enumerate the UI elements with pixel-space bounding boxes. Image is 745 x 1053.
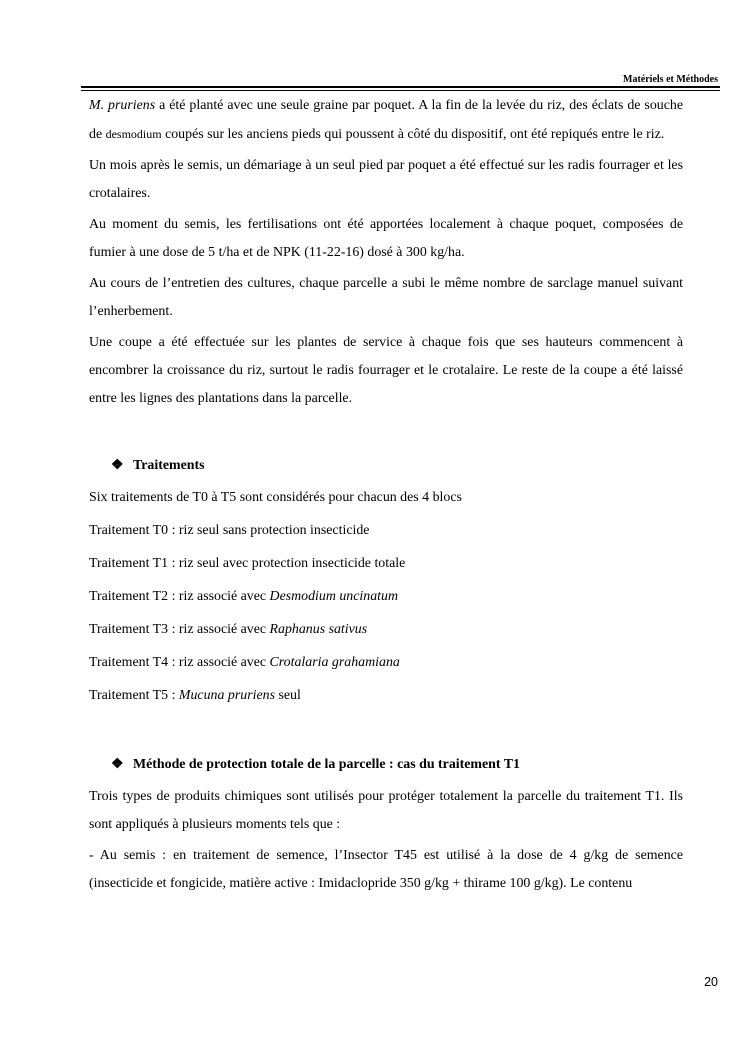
traitement-t0: Traitement T0 : riz seul sans protection insecticide	[89, 523, 370, 538]
paragraph-protection-intro: Trois types de produits chimiques sont utilisés pour protéger totalement la parcelle du traitement T1. Ils sont appliqués à plusieurs moments tels que :	[89, 789, 683, 832]
paragraph-text: coupés sur les anciens pieds qui poussent à côté du dispositif, ont été repiqués entre le riz.	[161, 127, 665, 142]
paragraph-fertilisation: Au moment du semis, les fertilisations ont été apportées localement à chaque poquet, composées de fumier à une dose de 5 t/ha et de NPK (11-22-16) dosé à 300 kg/ha.	[89, 217, 683, 260]
section-gap	[89, 715, 683, 751]
section-gap	[89, 416, 683, 452]
traitement-label: Traitement T3 : riz associé avec	[89, 622, 270, 637]
heading-text: Méthode de protection totale de la parcelle : cas du traitement T1	[133, 757, 520, 772]
page-number: 20	[704, 975, 718, 989]
traitement-t3	[89, 616, 683, 644]
species-name: M. pruriens	[89, 98, 156, 113]
traitement-label: Traitement T5 :	[89, 688, 179, 703]
paragraph-thinning: Un mois après le semis, un démariage à un seul pied par poquet a été effectué sur les radis fourrager et les crotalaires.	[89, 158, 683, 201]
paragraph-weeding: Au cours de l’entretien des cultures, chaque parcelle a subi le même nombre de sarclage manuel suivant l’enherbement.	[89, 276, 683, 319]
traitements-intro: Six traitements de T0 à T5 sont considérés pour chacun des 4 blocs	[89, 490, 462, 505]
traitement-label: Traitement T4 : riz associé avec	[89, 655, 270, 670]
running-header: Matériels et Méthodes	[623, 74, 718, 85]
heading-protection	[89, 751, 683, 779]
species-name: Mucuna pruriens	[178, 688, 275, 703]
paragraph-cutting: Une coupe a été effectuée sur les plantes de service à chaque fois que ses hauteurs commencent à encombrer la croissance du riz, surtout le radis fourrager et le crotalaire. Le reste de la coupe a été laissé entre les lignes des plantations dans la parcelle.	[89, 335, 683, 406]
traitement-t5	[89, 682, 683, 710]
traitement-t2	[89, 583, 683, 611]
paragraph-planting	[89, 92, 683, 149]
heading-traitements	[89, 452, 683, 480]
diamond-bullet-icon: ❖	[111, 458, 124, 473]
paragraph-seed-treatment: - Au semis : en traitement de semence, l’Insector T45 est utilisé à la dose de 4 g/kg de semence (insecticide et fongicide, matière active : Imidaclopride 350 g/kg + thirame 100 g/kg). Le contenu	[89, 848, 683, 891]
heading-text: Traitements	[133, 458, 205, 473]
species-name: Desmodium uncinatum	[269, 589, 399, 604]
species-name: Crotalaria grahamiana	[269, 655, 400, 670]
traitement-label: Traitement T2 : riz associé avec	[89, 589, 270, 604]
species-name: Raphanus sativus	[269, 622, 368, 637]
diamond-bullet-icon: ❖	[111, 757, 124, 772]
traitement-suffix: seul	[274, 688, 301, 703]
header-rule	[81, 86, 720, 88]
desmodium-term: desmodium	[105, 127, 162, 141]
paragraph-text: a été planté avec une seule graine par poquet. A la fin de la levée du riz, des éclats de souche de	[89, 98, 683, 142]
traitement-t1: Traitement T1 : riz seul avec protection insecticide totale	[89, 556, 406, 571]
page-body	[89, 92, 683, 901]
traitement-t4	[89, 649, 683, 677]
